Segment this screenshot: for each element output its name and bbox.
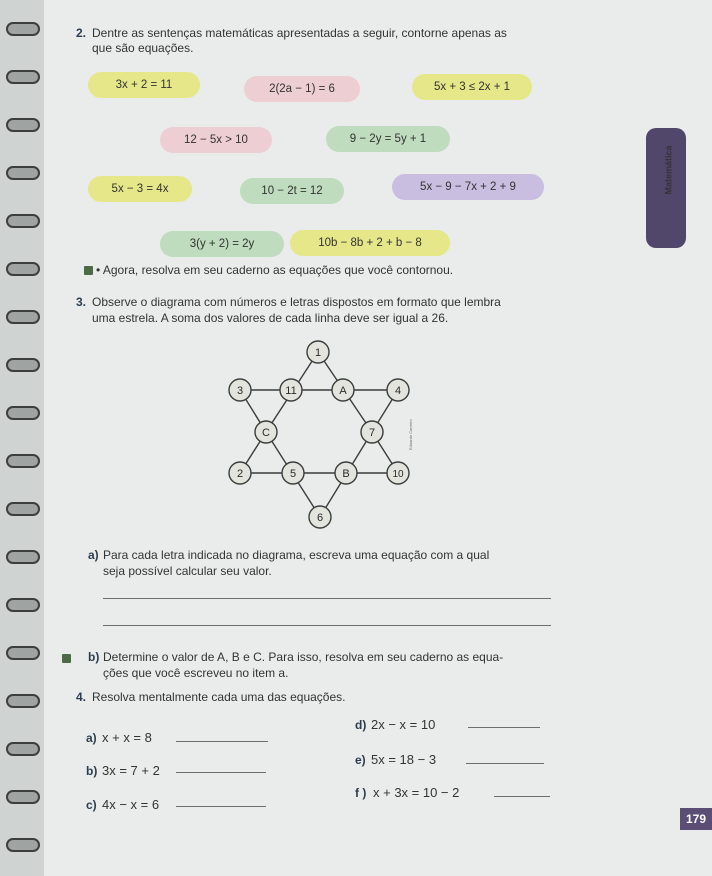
diagram-node (387, 462, 409, 484)
diagram-node (255, 421, 277, 443)
q4-item-label: b) (86, 764, 98, 778)
q3b-text-line1: Determine o valor de A, B e C. Para isso, resolva em seu caderno as equa- (103, 650, 504, 664)
answer-blank[interactable] (176, 741, 268, 742)
diagram-node (282, 462, 304, 484)
diagram-node (332, 379, 354, 401)
answer-blank[interactable] (176, 772, 266, 773)
image-credit: Eduardo Carreiro (408, 419, 413, 450)
answer-blank[interactable] (466, 763, 544, 764)
answer-blank[interactable] (468, 727, 540, 728)
q3a-label: a) (88, 548, 99, 562)
node-label: C (262, 427, 270, 439)
q4-item-label: a) (86, 731, 97, 745)
answer-line[interactable] (103, 598, 551, 599)
node-label: 4 (394, 385, 402, 397)
answer-blank[interactable] (494, 796, 550, 797)
diagram-node (335, 462, 357, 484)
diagram-node (309, 506, 331, 528)
q4-item-label: f ) (355, 786, 367, 800)
section-tab-label: Matemática (663, 145, 674, 195)
answer-line[interactable] (103, 625, 551, 626)
q4-item-label: e) (355, 753, 366, 767)
q4-equation: x + 3x = 10 − 2 (373, 785, 460, 800)
diagram-node (280, 379, 302, 401)
diagram-node (361, 421, 383, 443)
q3b-label: b) (88, 650, 100, 664)
node-label: 6 (316, 512, 324, 524)
q4-equation: x + x = 8 (102, 730, 152, 745)
node-label: 1 (314, 347, 322, 359)
node-label: 7 (368, 427, 376, 439)
q2-instruction: • Agora, resolva em seu caderno as equações que você contornou. (96, 263, 454, 277)
q3b-text-line2: ções que você escreveu no item a. (103, 666, 289, 680)
q3a-text-line2: seja possível calcular seu valor. (103, 564, 272, 578)
page-number: 179 (680, 808, 712, 830)
node-label: 5 (289, 468, 297, 480)
sentence-pill[interactable]: 5x + 3 ≤ 2x + 1 (412, 74, 532, 100)
node-label: 10 (392, 469, 404, 480)
diagram-node (229, 379, 251, 401)
q3-statement-line1: Observe o diagrama com números e letras dispostos em formato que lembra (92, 295, 501, 309)
q4-equation: 5x = 18 − 3 (371, 752, 437, 767)
q4-item-label: c) (86, 798, 97, 812)
diagram-node (229, 462, 251, 484)
q4-equation: 2x − x = 10 (371, 717, 436, 732)
node-label: 2 (236, 468, 244, 480)
notebook-icon (62, 654, 71, 663)
q4-item-label: d) (355, 718, 367, 732)
sentence-pill[interactable]: 10b − 8b + 2 + b − 8 (290, 230, 450, 256)
q4-title: Resolva mentalmente cada uma das equações. (92, 690, 346, 704)
q2-statement-line2: que são equações. (92, 41, 194, 55)
q2-statement-line1: Dentre as sentenças matemáticas apresentadas a seguir, contorne apenas as (92, 26, 507, 40)
q3a-text-line1: Para cada letra indicada no diagrama, escreva uma equação com a qual (103, 548, 490, 562)
q3-statement-line2: uma estrela. A soma dos valores de cada linha deve ser igual a 26. (92, 311, 449, 325)
q4-equation: 3x = 7 + 2 (102, 763, 160, 778)
answer-blank[interactable] (176, 806, 266, 807)
sentence-pill[interactable]: 2(2a − 1) = 6 (244, 76, 360, 102)
q3-number: 3. (76, 295, 87, 309)
sentence-pill[interactable]: 3x + 2 = 11 (88, 72, 200, 98)
sentence-pill[interactable]: 3(y + 2) = 2y (160, 231, 284, 257)
node-label: 11 (285, 385, 297, 397)
q4-equation: 4x − x = 6 (102, 797, 160, 812)
sentence-pill[interactable]: 5x − 9 − 7x + 2 + 9 (392, 174, 544, 200)
q4-number: 4. (76, 690, 87, 704)
diagram-node (307, 341, 329, 363)
node-label: 3 (236, 385, 244, 397)
sentence-pill[interactable]: 10 − 2t = 12 (240, 178, 344, 204)
node-label: A (339, 385, 347, 397)
sentence-pill[interactable]: 9 − 2y = 5y + 1 (326, 126, 450, 152)
diagram-node (387, 379, 409, 401)
node-label: B (342, 468, 350, 480)
sentence-pill[interactable]: 12 − 5x > 10 (160, 127, 272, 153)
q2-number: 2. (76, 26, 87, 40)
sentence-pill[interactable]: 5x − 3 = 4x (88, 176, 192, 202)
